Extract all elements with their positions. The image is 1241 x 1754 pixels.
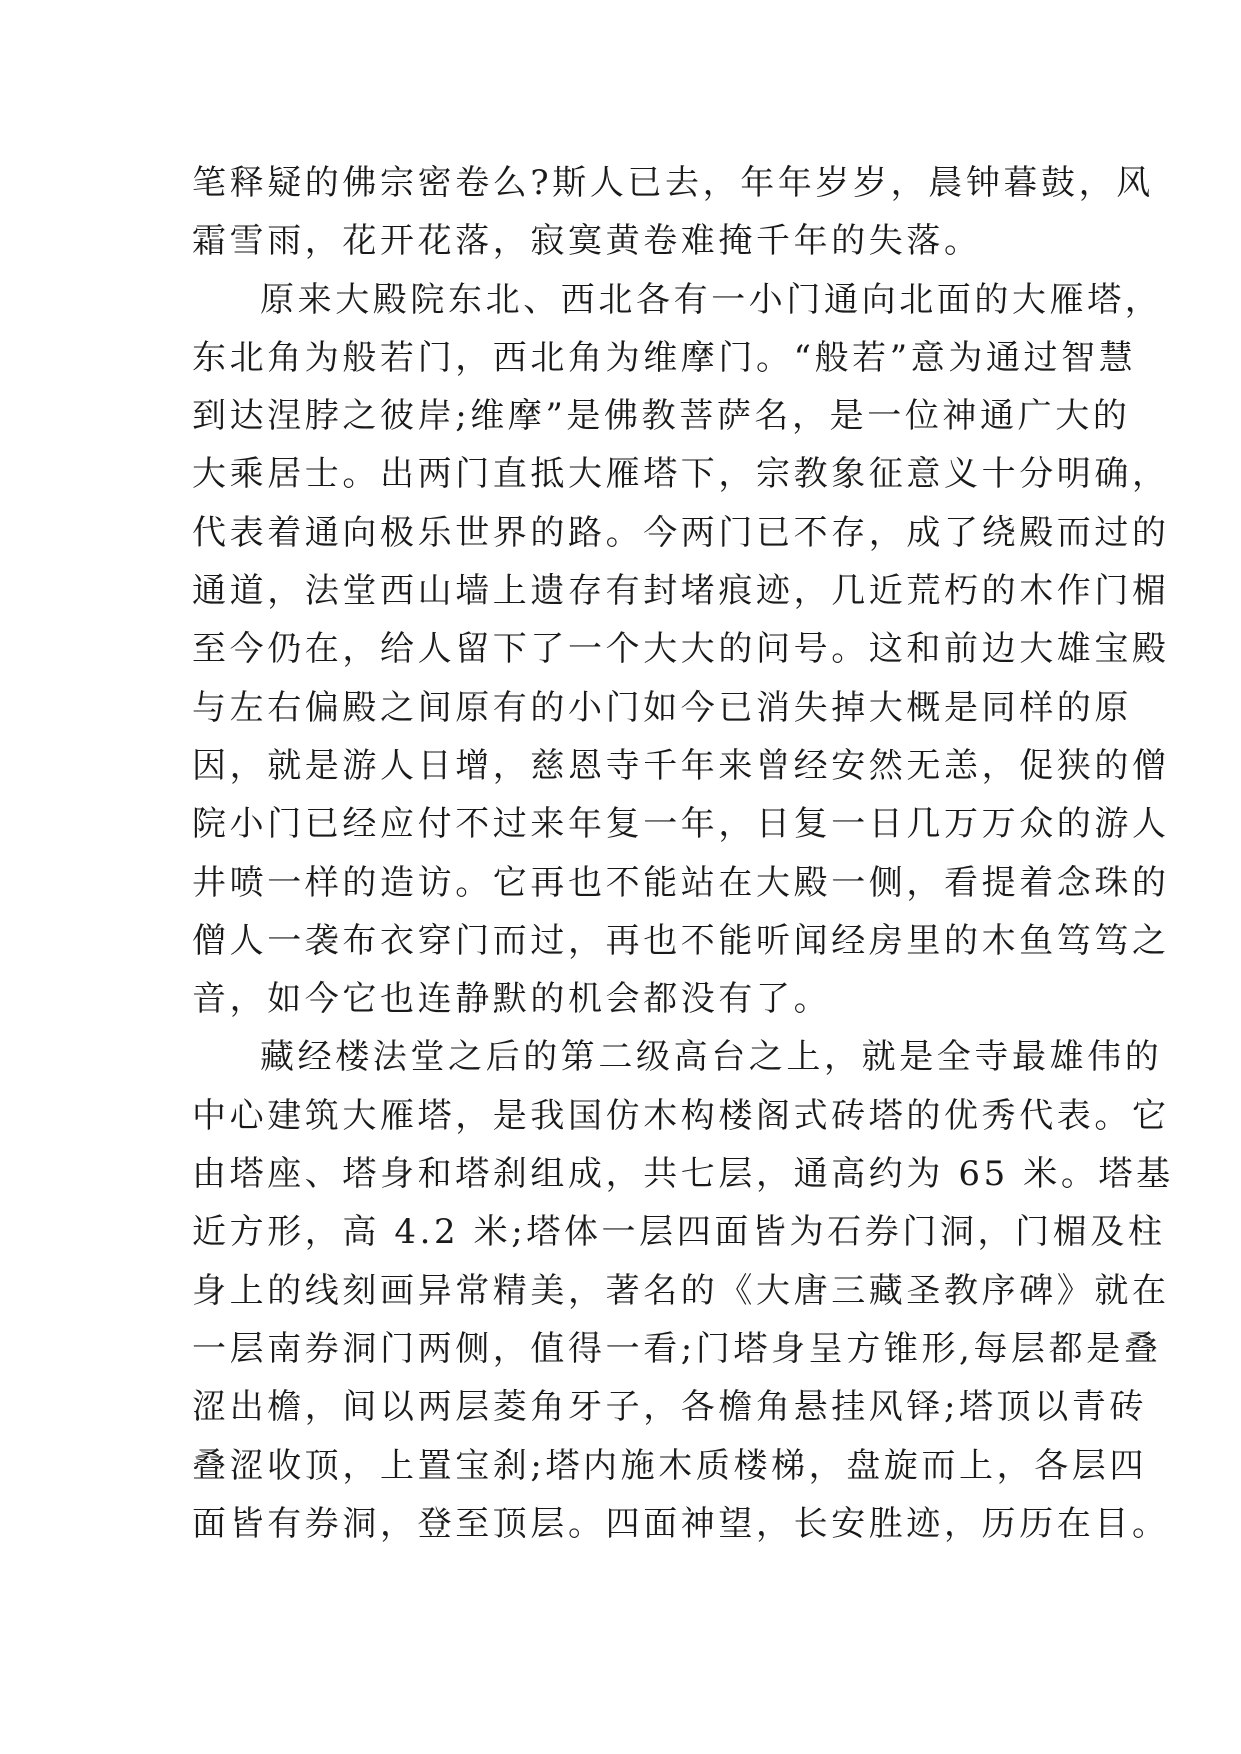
paragraph-2 — [192, 271, 1170, 1029]
text-line: 井喷一样的造访。它再也不能站在大殿一侧，看提着念珠的 — [192, 862, 1170, 903]
text-line: 涩出檐，间以两层菱角牙子，各檐角悬挂风铎;塔顶以青砖 — [192, 1387, 1148, 1428]
text-line: 代表着通向极乐世界的路。今两门已不存，成了绕殿而过的 — [192, 512, 1170, 553]
text-line: 一层南券洞门两侧，值得一看;门塔身呈方锥形,每层都是叠 — [192, 1328, 1162, 1369]
body-text — [192, 154, 1174, 1553]
text-line: 到达涅脖之彼岸;维摩”是佛教菩萨名，是一位神通广大的 — [192, 396, 1131, 437]
text-line: 大乘居士。出两门直抵大雁塔下，宗教象征意义十分明确， — [192, 454, 1170, 495]
text-line: 中心建筑大雁塔，是我国仿木构楼阁式砖塔的优秀代表。它 — [192, 1095, 1170, 1136]
text-line: 叠涩收顶，上置宝刹;塔内施木质楼梯，盘旋而上，各层四 — [192, 1445, 1148, 1486]
text-line: 僧人一袭布衣穿门而过，再也不能听闻经房里的木鱼笃笃之 — [192, 920, 1170, 961]
text-line: 院小门已经应付不过来年复一年，日复一日几万万众的游人 — [192, 804, 1170, 845]
text-line: 近方形，高 4.2 米;塔体一层四面皆为石券门洞，门楣及柱 — [192, 1212, 1166, 1253]
paragraph-3 — [192, 1028, 1174, 1553]
text-line: 至今仍在，给人留下了一个大大的问号。这和前边大雄宝殿 — [192, 629, 1170, 670]
text-line: 东北角为般若门，西北角为维摩门。“般若”意为通过智慧 — [192, 337, 1137, 378]
text-line: 由塔座、塔身和塔刹组成，共七层，通高约为 65 米。塔基 — [192, 1154, 1174, 1195]
text-line: 藏经楼法堂之后的第二级高台之上，就是全寺最雄伟的 — [260, 1037, 1163, 1078]
text-line: 因，就是游人日增，慈恩寺千年来曾经安然无恙，促狭的僧 — [192, 745, 1170, 786]
text-line: 霜雪雨，花开花落，寂寞黄卷难掩千年的失落。 — [192, 221, 982, 262]
text-line: 身上的线刻画异常精美，著名的《大唐三藏圣教序碑》就在 — [192, 1270, 1170, 1311]
text-line: 与左右偏殿之间原有的小门如今已消失掉大概是同样的原 — [192, 687, 1132, 728]
text-line: 面皆有券洞，登至顶层。四面神望，长安胜迹，历历在目。 — [192, 1503, 1170, 1544]
text-line: 原来大殿院东北、西北各有一小门通向北面的大雁塔， — [260, 279, 1163, 320]
text-line: 通道，法堂西山墙上遗存有封堵痕迹，几近荒朽的木作门楣 — [192, 571, 1170, 612]
paragraph-1 — [192, 154, 1154, 271]
text-line: 音，如今它也连静默的机会都没有了。 — [192, 979, 832, 1020]
text-line: 笔释疑的佛宗密卷么?斯人已去，年年岁岁，晨钟暮鼓，风 — [192, 163, 1154, 203]
